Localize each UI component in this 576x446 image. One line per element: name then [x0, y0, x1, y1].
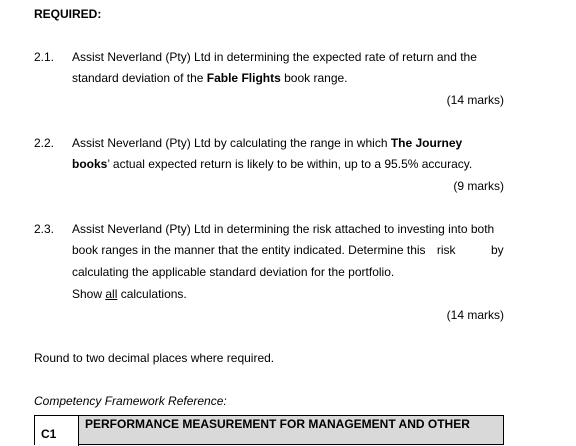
question-number: 2.3.: [34, 222, 55, 236]
book-range-name: books: [72, 157, 108, 171]
question-text-line: [72, 70, 348, 86]
text-run: Show: [72, 287, 106, 301]
question-text-line: [72, 242, 456, 258]
text-run: standard deviation of the: [72, 71, 207, 85]
competency-code-cell: [35, 416, 79, 446]
marks-label: (14 marks): [446, 308, 504, 322]
book-range-name: The Journey: [390, 136, 463, 150]
required-heading: REQUIRED:: [34, 7, 102, 21]
text-run: ’ actual expected return is likely to be within, up to a 95.5% accuracy.: [107, 157, 473, 171]
competency-table: [34, 415, 504, 445]
text-run: Assist Neverland (Pty) Ltd by calculating the range in which: [72, 136, 391, 150]
text-run: calculations.: [117, 287, 187, 301]
book-range-name: Fable Flights: [206, 71, 281, 85]
text-run: risk: [436, 243, 456, 257]
text-run: book ranges in the manner that the entity indicated. Determine this: [72, 243, 426, 257]
competency-label: Competency Framework Reference:: [34, 394, 227, 408]
question-number: 2.2.: [34, 136, 55, 150]
question-text-line: Assist Neverland (Pty) Ltd in determining the risk attached to investing into both: [72, 222, 495, 236]
text-run: book range.: [280, 71, 348, 85]
competency-table-header: PERFORMANCE MEASUREMENT FOR MANAGEMENT AND OTHER: [85, 417, 470, 431]
question-text-line: calculating the applicable standard deviation for the portfolio.: [72, 265, 395, 279]
question-text-line: [72, 156, 472, 172]
emphasis-underlined: all: [105, 287, 118, 301]
question-text-line: [72, 135, 462, 151]
question-text-line: [72, 286, 187, 302]
marks-label: (14 marks): [446, 93, 504, 107]
competency-code: C1: [41, 427, 57, 441]
question-text-line: Assist Neverland (Pty) Ltd in determining the expected rate of return and the: [72, 50, 477, 64]
question-number: 2.1.: [34, 50, 55, 64]
marks-label: (9 marks): [453, 179, 504, 193]
text-run: by: [491, 243, 504, 257]
rounding-note: Round to two decimal places where required.: [34, 351, 275, 365]
